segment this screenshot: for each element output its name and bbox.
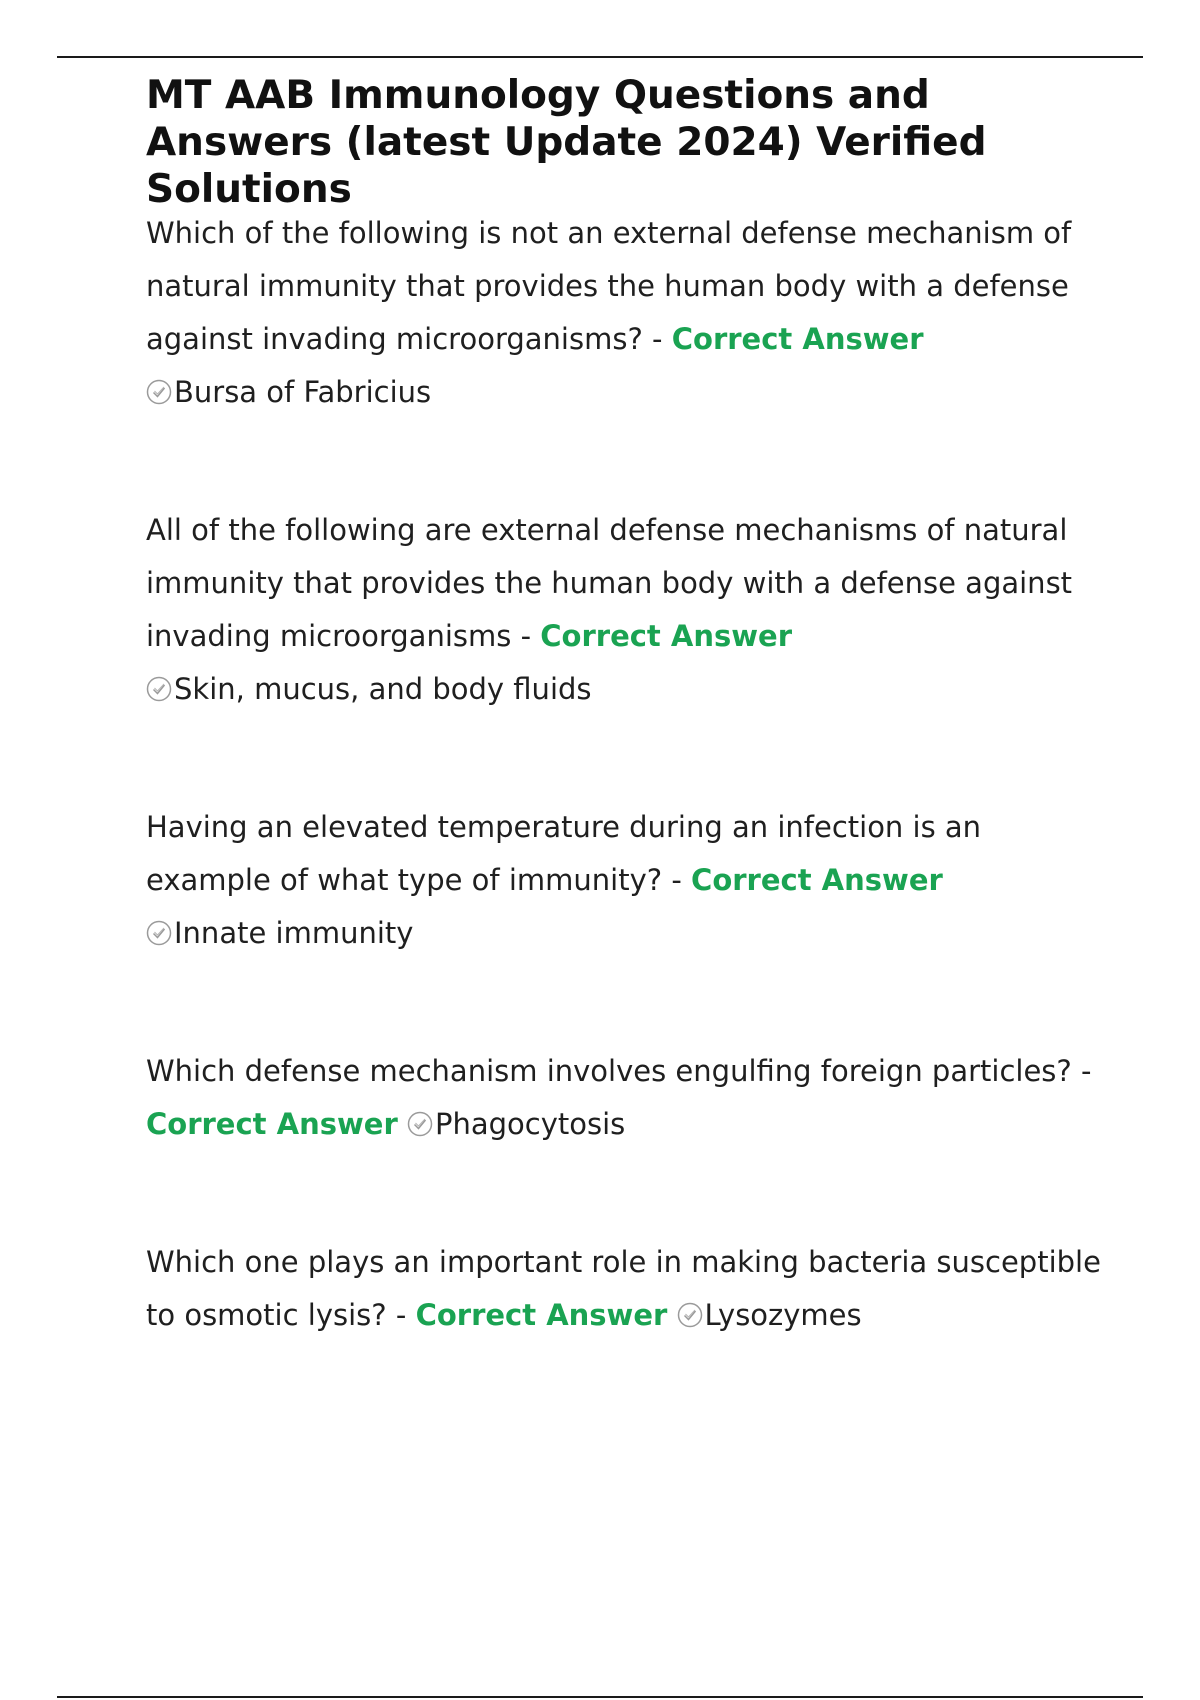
answer-text: Phagocytosis bbox=[434, 1107, 626, 1141]
question-text: Which defense mechanism involves engulfing foreign particles? - bbox=[146, 1054, 1092, 1088]
correct-answer-label: Correct Answer bbox=[415, 1298, 668, 1332]
answer-text: Innate immunity bbox=[174, 916, 414, 950]
correct-answer-label: Correct Answer bbox=[671, 322, 924, 356]
question-text: Having an elevated temperature during an infection is an example of what type of immunity? - bbox=[146, 810, 982, 897]
question-text: Which one plays an important role in making bacteria susceptible to osmotic lysis? - bbox=[146, 1245, 1101, 1332]
question-text: All of the following are external defense mechanisms of natural immunity that provides the human body with a defense against invading microorganisms - bbox=[146, 513, 1073, 653]
document-title: MT AAB Immunology Questions and Answers (latest Update 2024) Verified Solutions bbox=[146, 73, 987, 212]
correct-answer-label: Correct Answer bbox=[540, 619, 793, 653]
qa-item bbox=[146, 801, 1106, 960]
answer-text: Lysozymes bbox=[704, 1298, 862, 1332]
check-circle-icon bbox=[407, 1111, 433, 1137]
qa-item bbox=[146, 207, 1106, 419]
check-circle-icon bbox=[677, 1302, 703, 1328]
header-rule bbox=[57, 56, 1143, 58]
answer-text: Skin, mucus, and body fluids bbox=[174, 672, 592, 706]
answer-text: Bursa of Fabricius bbox=[174, 375, 432, 409]
check-circle-icon bbox=[146, 676, 172, 702]
check-circle-icon bbox=[146, 920, 172, 946]
document-body bbox=[146, 72, 1106, 1342]
footer-rule bbox=[57, 1696, 1143, 1698]
qa-item bbox=[146, 504, 1106, 716]
question-text: Which of the following is not an external defense mechanism of natural immunity that provides the human body with a defense against invading microorganisms? - bbox=[146, 216, 1072, 356]
check-circle-icon bbox=[146, 379, 172, 405]
correct-answer-label: Correct Answer bbox=[691, 863, 943, 897]
correct-answer-label: Correct Answer bbox=[146, 1107, 398, 1141]
qa-item bbox=[146, 1236, 1106, 1342]
qa-item bbox=[146, 1045, 1106, 1151]
